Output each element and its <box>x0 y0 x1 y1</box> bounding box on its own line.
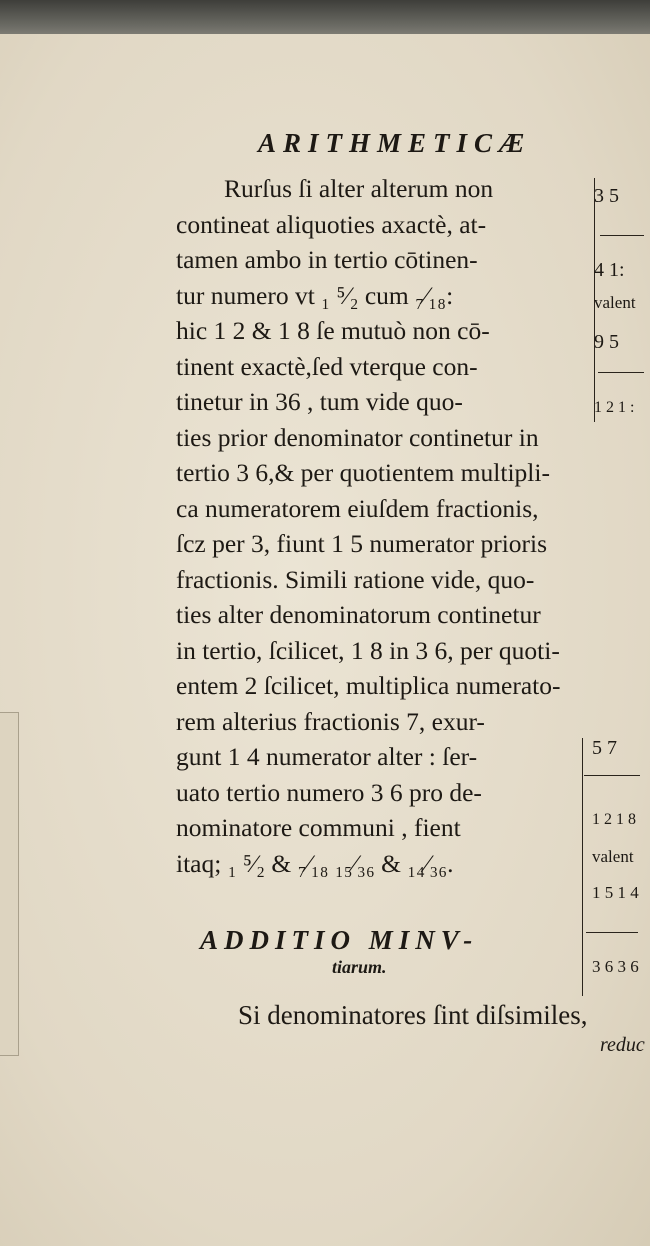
margin-number: 3 5 <box>594 185 619 207</box>
margin-number: 9 5 <box>594 331 619 353</box>
opposite-page-edge <box>0 712 19 1056</box>
margin-number: 1 2 1 : <box>594 399 635 416</box>
margin-number: 1 2 1 8 <box>592 811 636 828</box>
margin-rule <box>584 775 640 776</box>
text-line: in tertio, ſcilicet, 1 8 in 3 6, per quoti- <box>176 635 560 665</box>
text-line: fractionis. Simili ratione vide, quo- <box>176 564 535 594</box>
text-line: Rurſus ſi alter alterum non <box>224 174 494 203</box>
margin-number: 5 7 <box>592 737 617 759</box>
text-line: uato tertio numero 3 6 pro de- <box>176 777 482 807</box>
margin-rule <box>600 235 644 236</box>
margin-word: valent <box>592 847 634 866</box>
catchword: reduc <box>600 1034 645 1056</box>
margin-word: valent <box>594 293 636 312</box>
text-line: entem 2 ſcilicet, multiplica numerato- <box>176 671 561 700</box>
text-line: ties alter denominatorum continetur <box>176 600 541 629</box>
text-line: gunt 1 4 numerator alter : ſer- <box>176 742 478 771</box>
text-line: tamen ambo in tertio cōtinen- <box>176 245 478 274</box>
text-line: rem alterius fractionis 7, exur- <box>176 706 485 736</box>
section-heading: ADDITIO MINV- <box>200 925 479 955</box>
text-line: contineat aliquoties axactè, at- <box>176 209 487 239</box>
text-line: Si denominatores ſint diſsimiles, <box>238 1000 588 1030</box>
text-line: tinent exactè,ſed vterque con- <box>176 351 478 381</box>
text-line: tertio 3 6,& per quotientem multipli- <box>176 458 550 487</box>
text-line: tinetur in 36 , tum vide quo- <box>176 387 463 416</box>
section-heading-continued: tiarum. <box>332 957 387 977</box>
text-line: hic 1 2 & 1 8 ſe mutuò non cō- <box>176 316 490 345</box>
margin-rule <box>598 372 644 373</box>
margin-rule <box>586 932 638 933</box>
running-head: ARITHMETICÆ <box>258 128 532 158</box>
margin-number: 3 6 3 6 <box>592 957 639 976</box>
text-line: ca numeratorem eiuſdem fractionis, <box>176 493 539 523</box>
text-line: nominatore communi , fient <box>176 813 461 842</box>
text-line: ſcz per 3, fiunt 1 5 numerator prioris <box>176 529 548 558</box>
margin-number: 4 1: <box>594 259 625 281</box>
margin-rule <box>582 738 583 996</box>
text-line: itaq; ₁ ⁵⁄₂ & ₇⁄₁₈ ₁₅⁄₃₆ & ₁₄⁄₃₆. <box>176 848 454 878</box>
text-line: tur numero vt ₁ ⁵⁄₂ cum ₇⁄₁₈: <box>176 280 454 310</box>
text-line: ties prior denominator continetur in <box>176 422 539 452</box>
body-text <box>176 171 596 881</box>
margin-number: 1 5 1 4 <box>592 883 639 902</box>
